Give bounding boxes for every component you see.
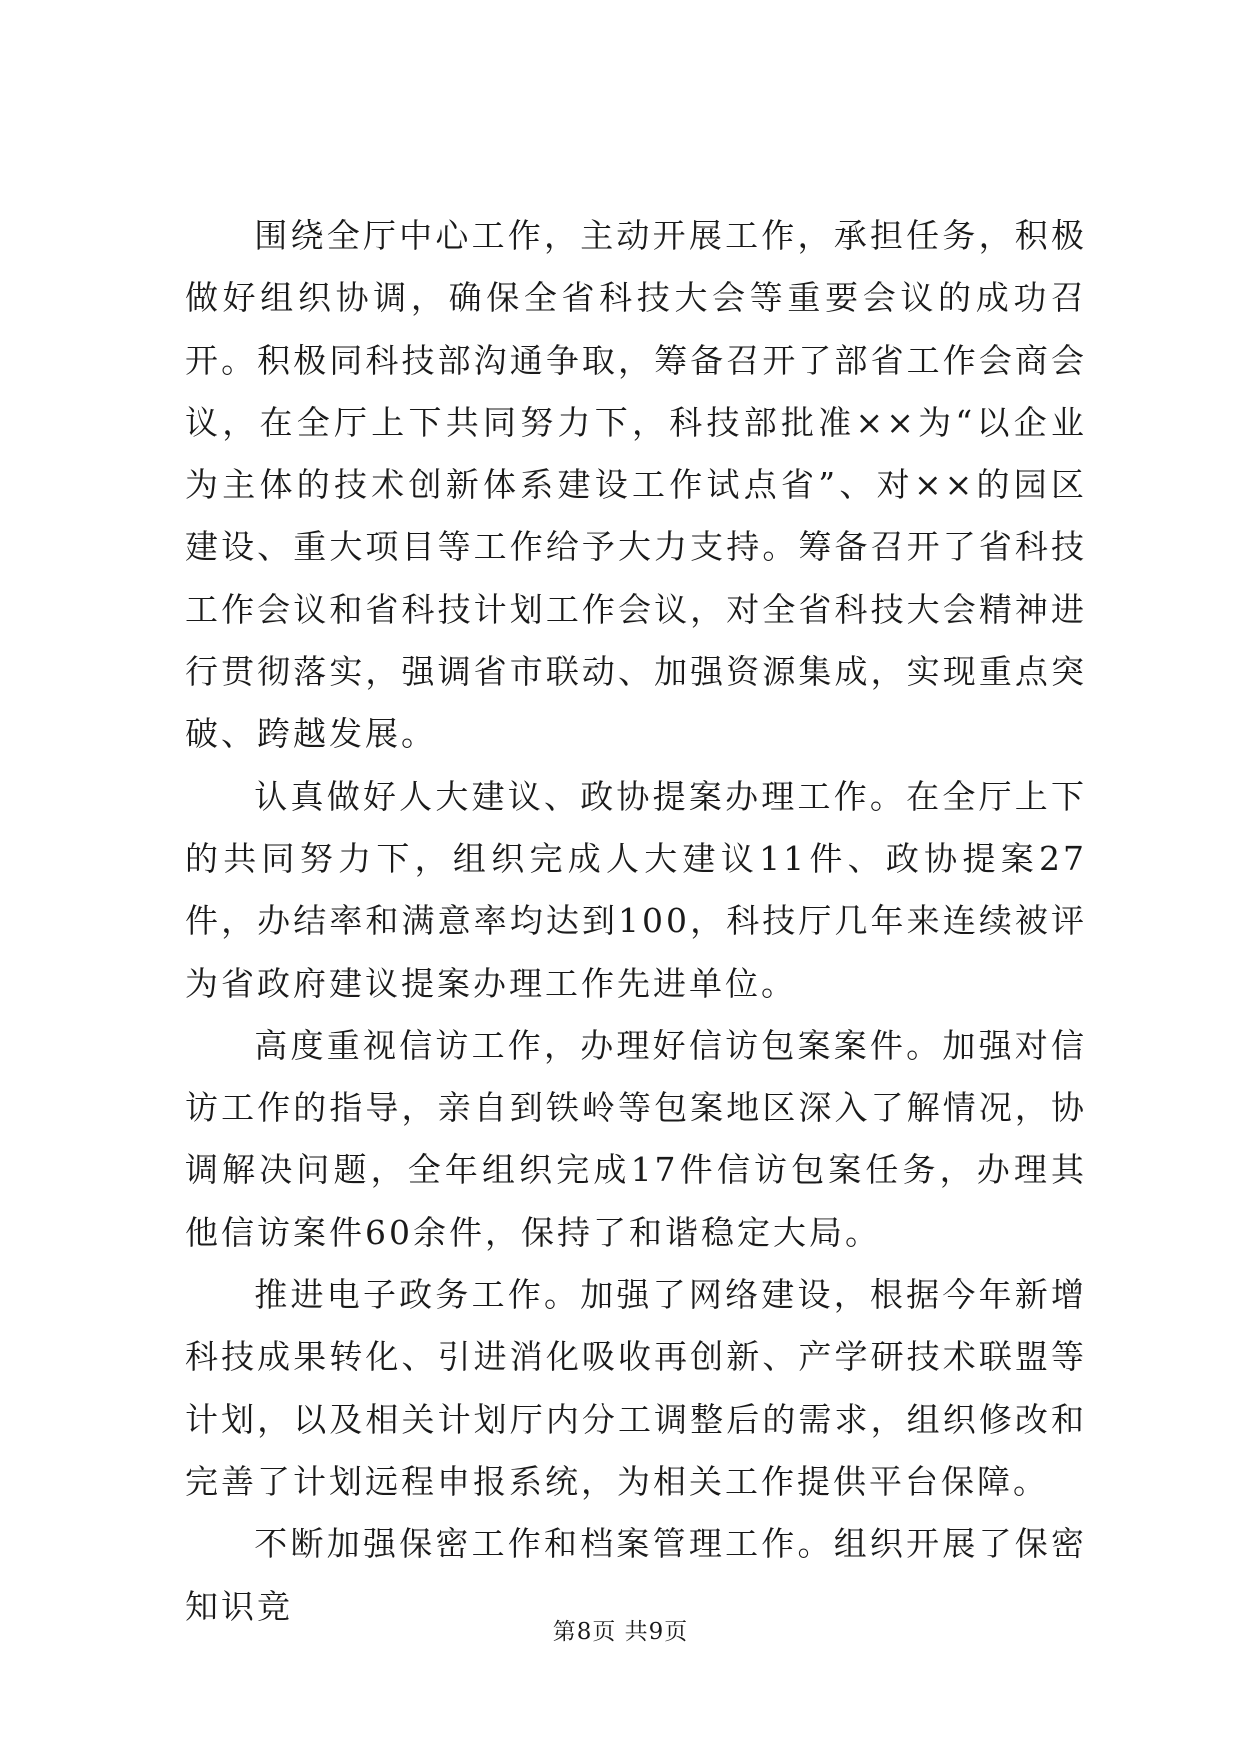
paragraph-confidentiality: 不断加强保密工作和档案管理工作。组织开展了保密知识竞	[185, 1524, 1087, 1626]
paragraph-meetings: 围绕全厅中心工作，主动开展工作，承担任务，积极做好组织协调，确保全省科技大会等重要会议的成功召开。积极同科技部沟通争取，筹备召开了部省工作会商会议，在全厅上下共同努力下，科技部批准××为“以企业为主体的技术创新体系建设工作试点省”、对××的园区建设、重大项目等工作给予大力支持。筹备召开了省科技工作会议和省科技计划工作会议，对全省科技大会精神进行贯彻落实，强调省市联动、加强资源集成，实现重点突破、跨越发展。	[185, 216, 1087, 754]
paragraph-petitions: 高度重视信访工作，办理好信访包案案件。加强对信访工作的指导，亲自到铁岭等包案地区深入了解情况，协调解决问题，全年组织完成17件信访包案任务，办理其他信访案件60余件，保持了和谐稳定大局。	[185, 1025, 1087, 1252]
document-body	[185, 205, 1087, 1638]
page-footer: 第8页 共9页	[552, 1619, 689, 1645]
paragraph-proposals: 认真做好人大建议、政协提案办理工作。在全厅上下的共同努力下，组织完成人大建议11件、政协提案27件，办结率和满意率均达到100，科技厅几年来连续被评为省政府建议提案办理工作先进单位。	[185, 776, 1087, 1003]
paragraph-e-government: 推进电子政务工作。加强了网络建设，根据今年新增科技成果转化、引进消化吸收再创新、产学研技术联盟等计划，以及相关计划厅内分工调整后的需求，组织修改和完善了计划远程申报系统，为相关工作提供平台保障。	[185, 1275, 1087, 1501]
